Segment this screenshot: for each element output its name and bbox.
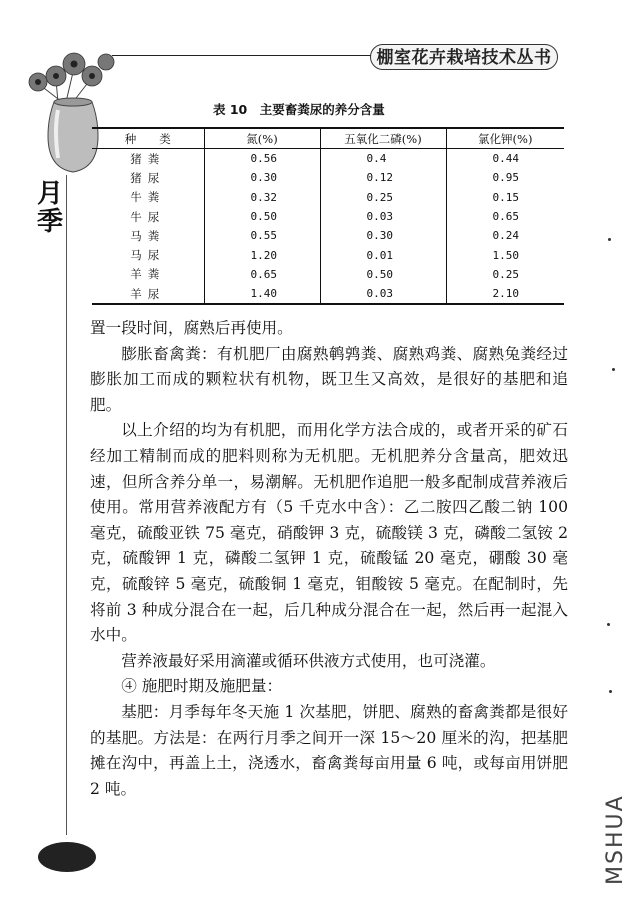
- scan-speck: [612, 368, 615, 371]
- scan-speck: [609, 690, 612, 693]
- table-cell: 0.44: [446, 149, 564, 169]
- table-cell: 1.50: [446, 245, 564, 264]
- table-cell: 猪尿: [130, 170, 166, 185]
- side-title: [30, 180, 70, 236]
- paragraph: 膨胀畜禽粪：有机肥厂由腐熟鹌鹑粪、腐熟鸡粪、腐熟兔粪经过膨胀加工而成的颗粒状有机物，既卫生又高效，是很好的基肥和追肥。: [90, 344, 568, 414]
- watermark: MSHUA: [603, 794, 628, 886]
- table-cell: 0.55: [204, 226, 320, 245]
- page-number-badge: [38, 842, 96, 872]
- table-cell: 0.03: [320, 284, 446, 304]
- table-row: [92, 168, 564, 187]
- header-rule: [112, 55, 374, 56]
- table-cell: 0.30: [204, 168, 320, 187]
- table-cell: 0.25: [446, 265, 564, 284]
- table-cell: 羊尿: [130, 286, 166, 301]
- column-header: 氮(%): [204, 128, 320, 149]
- paragraph: 以上介绍的均为有机肥，而用化学方法合成的，或者开采的矿石经加工精制而成的肥料则称为无机肥。无机肥养分含量高，肥效迅速，但所含养分单一，易潮解。无机肥作追肥一般多配制成营养液后使用。常用营养液配方有（5 千克水中含）：乙二胺四乙酸二钠 100 毫克，硫酸亚铁 75 毫克，硝酸钾 3 克，硫酸镁 3 克，磷酸二氢铵 2 克，硫酸钾 1 克，磷酸二氢钾 1 克，硫酸锰 20 毫克，硼酸 30 毫克，硫酸锌 5 毫克，硫酸铜 1 毫克，钼酸铵 5 毫克。在配制时，先将前 3 种成分混合在一起，后几种成分混合在一起，然后再一起混入水中。: [90, 421, 568, 645]
- table-row: [92, 149, 564, 169]
- table-cell: 马尿: [130, 248, 166, 263]
- table-row: [92, 226, 564, 245]
- column-header: 五氧化二磷(%): [320, 128, 446, 149]
- table-row: [92, 245, 564, 264]
- table-cell: 2.10: [446, 284, 564, 304]
- table-caption: 表 10 主要畜粪尿的养分含量: [213, 102, 385, 117]
- table-cell: 1.20: [204, 245, 320, 264]
- table-row: [92, 188, 564, 207]
- table-cell: 0.95: [446, 168, 564, 187]
- table-cell: 0.03: [320, 207, 446, 226]
- column-header: 种 类: [92, 128, 204, 149]
- paragraph: 置一段时间，腐熟后再使用。: [90, 319, 293, 337]
- side-title-char: 季: [36, 207, 63, 237]
- paragraph: ④ 施肥时期及施肥量：: [121, 677, 283, 696]
- table-cell: 0.15: [446, 188, 564, 207]
- table-cell: 羊粪: [130, 267, 166, 282]
- nutrient-table: [92, 127, 564, 305]
- table-header-row: [92, 128, 564, 149]
- table-row: [92, 207, 564, 226]
- paragraph: 基肥：月季每年冬天施 1 次基肥，饼肥、腐熟的畜禽粪都是很好的基肥。方法是：在两行月季之间开一深 15～20 厘米的沟，把基肥摊在沟中，再盖上土，浇透水，畜禽粪每亩用量 6 吨，或每亩用饼肥 2 吨。: [90, 702, 568, 798]
- paragraph: 营养液最好采用滴灌或循环供液方式使用，也可浇灌。: [121, 651, 496, 670]
- table-cell: 牛粪: [130, 190, 166, 205]
- table-cell: 0.32: [204, 188, 320, 207]
- table-cell: 0.65: [446, 207, 564, 226]
- table-row: [92, 265, 564, 284]
- side-title-char: 月: [36, 179, 63, 209]
- table-cell: 1.40: [204, 284, 320, 304]
- table-cell: 0.50: [320, 265, 446, 284]
- table-cell: 0.50: [204, 207, 320, 226]
- table-cell: 0.56: [204, 149, 320, 169]
- body-text: [90, 316, 568, 802]
- table-cell: 0.30: [320, 226, 446, 245]
- series-title-banner: 棚室花卉栽培技术丛书: [370, 44, 558, 70]
- scan-speck: [607, 623, 610, 626]
- table-cell: 0.24: [446, 226, 564, 245]
- table-cell: 马粪: [130, 228, 166, 243]
- table-cell: 0.25: [320, 188, 446, 207]
- table-cell: 牛尿: [130, 209, 166, 224]
- scan-speck: [608, 238, 611, 241]
- column-header: 氯化钾(%): [446, 128, 564, 149]
- table-cell: 0.4: [320, 149, 446, 169]
- table-row: [92, 284, 564, 304]
- table-cell: 0.01: [320, 245, 446, 264]
- margin-rule: [66, 175, 67, 835]
- table-cell: 0.12: [320, 168, 446, 187]
- table-cell: 0.65: [204, 265, 320, 284]
- table-cell: 猪粪: [130, 151, 166, 166]
